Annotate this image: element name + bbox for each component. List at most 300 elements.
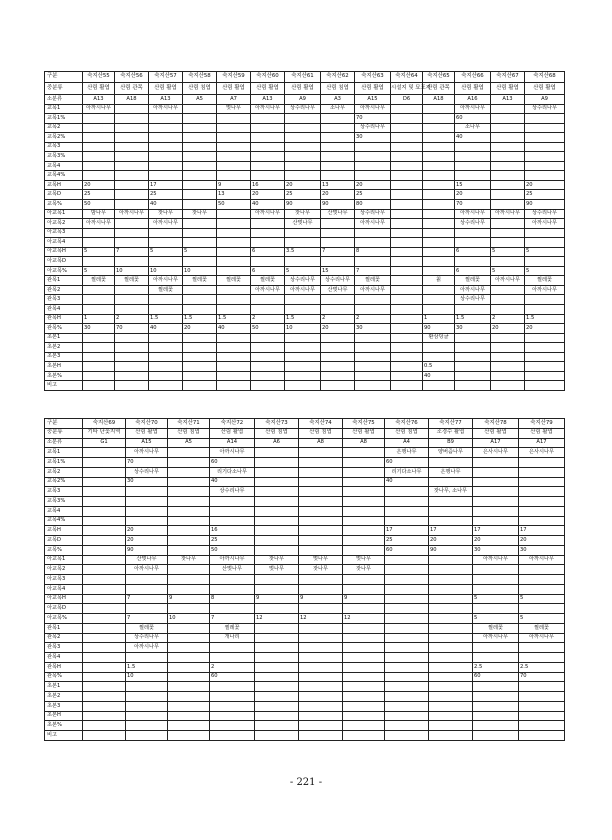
table-cell xyxy=(355,305,391,315)
table-cell xyxy=(473,467,519,477)
table-cell xyxy=(217,333,251,343)
table-row xyxy=(45,555,565,565)
table-cell xyxy=(83,458,126,468)
table-cell xyxy=(321,295,355,305)
table-cell xyxy=(473,682,519,692)
table-cell xyxy=(321,228,355,238)
row-label: 교목1 xyxy=(45,448,83,458)
row-label: 교목1% xyxy=(45,458,83,468)
table-cell: 7 xyxy=(115,247,149,257)
table-cell: 아까시나무 xyxy=(525,219,565,229)
table-cell xyxy=(83,575,126,585)
column-header: 숙지산74 xyxy=(299,419,343,429)
table-cell: A3 xyxy=(321,95,355,105)
table-cell xyxy=(455,152,491,162)
table-cell xyxy=(525,123,565,133)
table-cell xyxy=(83,448,126,458)
row-label: 아교목3 xyxy=(45,575,83,585)
table-row xyxy=(45,83,565,95)
column-header: 숙지산71 xyxy=(168,419,210,429)
table-cell xyxy=(429,701,473,711)
table-cell xyxy=(83,721,126,731)
table-cell: 상수리나무 xyxy=(525,209,565,219)
table-cell: 70 xyxy=(355,114,391,124)
table-cell xyxy=(473,653,519,663)
table-cell xyxy=(321,343,355,353)
table-cell xyxy=(385,594,429,604)
table-cell xyxy=(429,594,473,604)
table-cell xyxy=(210,643,255,653)
table-cell xyxy=(149,161,183,171)
column-header: 숙지산55 xyxy=(83,72,115,83)
table-cell: A13 xyxy=(491,95,525,105)
row-label: 아교목2 xyxy=(45,219,83,229)
table-cell xyxy=(299,458,343,468)
table-cell xyxy=(210,692,255,702)
table-cell xyxy=(355,333,391,343)
row-label: 초본% xyxy=(45,721,83,731)
table-row xyxy=(45,516,565,526)
row-label: 관목2 xyxy=(45,633,83,643)
table-cell: 50 xyxy=(217,200,251,210)
table-cell: 5 xyxy=(285,266,321,276)
table-cell: 양버즘나무 xyxy=(429,448,473,458)
table-cell: 1.5 xyxy=(126,662,168,672)
table-cell xyxy=(385,614,429,624)
row-label: 비고 xyxy=(45,381,83,391)
table-cell: 20 xyxy=(491,324,525,334)
table-cell xyxy=(473,721,519,731)
table-cell xyxy=(83,487,126,497)
table-cell xyxy=(83,295,115,305)
table-cell xyxy=(251,352,285,362)
table-cell xyxy=(115,371,149,381)
table-cell: 산림 침엽 xyxy=(299,428,343,438)
table-row xyxy=(45,123,565,133)
table-cell: 산림 활엽 xyxy=(525,83,565,95)
table-cell: 산림 활엽 xyxy=(126,428,168,438)
table-cell: 아까시나무 xyxy=(455,209,491,219)
table-cell: A9 xyxy=(525,95,565,105)
table-cell: 아까시나무 xyxy=(519,633,565,643)
table-cell xyxy=(83,516,126,526)
row-label: 교목3 xyxy=(45,142,83,152)
table-cell xyxy=(525,161,565,171)
table-row xyxy=(45,133,565,143)
table-cell xyxy=(491,152,525,162)
table-cell: 12 xyxy=(343,614,385,624)
table-cell xyxy=(115,295,149,305)
column-header: 숙지산73 xyxy=(255,419,299,429)
table-cell xyxy=(385,604,429,614)
table-row xyxy=(45,362,565,372)
table-cell: 찔레꽃 xyxy=(217,276,251,286)
table-cell xyxy=(217,123,251,133)
table-row xyxy=(45,565,565,575)
table-cell xyxy=(115,228,149,238)
table-cell xyxy=(355,238,391,248)
table-cell xyxy=(83,171,115,181)
table-cell xyxy=(343,448,385,458)
table-cell xyxy=(429,555,473,565)
table-row xyxy=(45,238,565,248)
table-cell xyxy=(285,257,321,267)
table-cell xyxy=(423,381,455,391)
table-cell: 13 xyxy=(321,180,355,190)
table-cell xyxy=(391,114,423,124)
table-cell xyxy=(491,133,525,143)
table-cell xyxy=(519,487,565,497)
table-cell xyxy=(251,333,285,343)
table-cell xyxy=(343,721,385,731)
table-cell xyxy=(343,487,385,497)
table-cell xyxy=(423,219,455,229)
table-row xyxy=(45,161,565,171)
table-cell xyxy=(391,276,423,286)
table-cell xyxy=(321,161,355,171)
table-cell: 70 xyxy=(519,672,565,682)
table-row xyxy=(45,180,565,190)
table-cell xyxy=(285,333,321,343)
table-cell xyxy=(168,604,210,614)
table-cell: 아까시나무 xyxy=(126,448,168,458)
table-cell: D6 xyxy=(391,95,423,105)
table-cell xyxy=(525,343,565,353)
table-cell xyxy=(83,142,115,152)
table-cell xyxy=(183,180,217,190)
table-cell xyxy=(251,343,285,353)
table-cell xyxy=(455,381,491,391)
table-row xyxy=(45,247,565,257)
table-cell: 10 xyxy=(168,614,210,624)
table-cell: 잣나무 xyxy=(183,209,217,219)
table-cell xyxy=(183,381,217,391)
table-cell xyxy=(299,467,343,477)
table-cell xyxy=(519,516,565,526)
table-row xyxy=(45,428,565,438)
table-cell xyxy=(343,575,385,585)
table-cell xyxy=(423,209,455,219)
table-row xyxy=(45,219,565,229)
table-cell xyxy=(455,352,491,362)
table-row xyxy=(45,305,565,315)
column-header: 숙지산62 xyxy=(321,72,355,83)
table-cell: 9 xyxy=(299,594,343,604)
table-cell xyxy=(343,526,385,536)
table-cell xyxy=(321,333,355,343)
table-cell xyxy=(126,692,168,702)
table-cell xyxy=(83,305,115,315)
table-cell: 아까시나무 xyxy=(355,104,391,114)
row-label: 교목3% xyxy=(45,152,83,162)
row-label: 중분류 xyxy=(45,428,83,438)
table-cell xyxy=(210,506,255,516)
table-cell xyxy=(429,584,473,594)
table-cell: 찔레꽃 xyxy=(210,623,255,633)
table-cell xyxy=(519,701,565,711)
table-cell xyxy=(525,381,565,391)
table-row xyxy=(45,614,565,624)
table-row xyxy=(45,477,565,487)
table-cell xyxy=(473,565,519,575)
table-cell xyxy=(149,362,183,372)
table-cell xyxy=(429,711,473,721)
table-row xyxy=(45,190,565,200)
table-cell: 20 xyxy=(525,324,565,334)
table-cell xyxy=(491,362,525,372)
row-label: 관목% xyxy=(45,324,83,334)
row-label: 구분 xyxy=(45,72,83,83)
table-cell xyxy=(168,721,210,731)
table-cell xyxy=(391,161,423,171)
table-cell: 아까시나무 xyxy=(491,209,525,219)
table-cell xyxy=(491,142,525,152)
row-label: 초본3 xyxy=(45,701,83,711)
table-cell xyxy=(343,604,385,614)
table-cell xyxy=(429,477,473,487)
table-cell xyxy=(491,333,525,343)
table-cell xyxy=(255,731,299,741)
table-cell xyxy=(391,209,423,219)
table-cell: 17 xyxy=(385,526,429,536)
table-cell xyxy=(321,381,355,391)
table-cell xyxy=(385,633,429,643)
table-row xyxy=(45,142,565,152)
table-cell xyxy=(525,114,565,124)
table-cell xyxy=(455,171,491,181)
table-cell xyxy=(473,584,519,594)
table-cell xyxy=(343,662,385,672)
table-cell xyxy=(299,701,343,711)
table-cell: 90 xyxy=(285,200,321,210)
table-cell: 은사시나무 xyxy=(519,448,565,458)
row-label: 관목4 xyxy=(45,653,83,663)
table-cell xyxy=(115,142,149,152)
table-cell xyxy=(343,623,385,633)
table-cell xyxy=(491,171,525,181)
table-cell xyxy=(423,247,455,257)
table-cell: A13 xyxy=(83,95,115,105)
table-cell: 5 xyxy=(525,266,565,276)
table-cell: B9 xyxy=(429,438,473,448)
table-cell: 25 xyxy=(83,190,115,200)
table-cell xyxy=(255,448,299,458)
table-row xyxy=(45,682,565,692)
table-cell xyxy=(491,381,525,391)
table-cell xyxy=(519,497,565,507)
row-label: 구분 xyxy=(45,419,83,429)
table-cell: A15 xyxy=(355,95,391,105)
table-cell xyxy=(343,584,385,594)
table-cell: A8 xyxy=(343,438,385,448)
table-cell xyxy=(491,343,525,353)
table-cell: 산림 활엽 xyxy=(83,83,115,95)
table-cell xyxy=(423,305,455,315)
table-cell: 상수리나무 xyxy=(285,104,321,114)
table-cell: 소나무 xyxy=(321,104,355,114)
table-cell xyxy=(255,516,299,526)
table-row xyxy=(45,285,565,295)
table-cell: 13 xyxy=(217,190,251,200)
table-cell xyxy=(183,305,217,315)
table-cell xyxy=(429,506,473,516)
table-cell xyxy=(519,731,565,741)
table-cell: 잣나무 xyxy=(168,555,210,565)
table-cell xyxy=(168,516,210,526)
table-cell: 30 xyxy=(473,545,519,555)
table-cell xyxy=(429,692,473,702)
row-label: 아교목H xyxy=(45,247,83,257)
table-cell xyxy=(255,458,299,468)
table-cell xyxy=(255,701,299,711)
table-cell: 20 xyxy=(525,180,565,190)
row-label: 교목4% xyxy=(45,516,83,526)
table-cell: 80 xyxy=(355,200,391,210)
table-cell xyxy=(183,200,217,210)
column-header: 숙지산68 xyxy=(525,72,565,83)
row-label: 아교목2 xyxy=(45,565,83,575)
table-cell xyxy=(255,477,299,487)
row-label: 관목H xyxy=(45,662,83,672)
table-cell: 40 xyxy=(210,477,255,487)
table-cell xyxy=(168,448,210,458)
table-cell xyxy=(299,604,343,614)
table-cell: 5 xyxy=(183,247,217,257)
row-label: 관목4 xyxy=(45,305,83,315)
table-cell xyxy=(251,142,285,152)
column-header: 숙지산79 xyxy=(519,419,565,429)
table-cell xyxy=(343,672,385,682)
column-header: 숙지산59 xyxy=(217,72,251,83)
table-cell: 5 xyxy=(519,614,565,624)
table-cell xyxy=(149,333,183,343)
table-cell: 90 xyxy=(525,200,565,210)
table-cell xyxy=(519,692,565,702)
table-cell xyxy=(429,643,473,653)
table-cell: 60 xyxy=(210,672,255,682)
row-label: 아교목1 xyxy=(45,555,83,565)
table-cell xyxy=(525,295,565,305)
table-cell xyxy=(429,458,473,468)
table-cell xyxy=(519,653,565,663)
table-cell xyxy=(343,516,385,526)
table-cell xyxy=(83,228,115,238)
table-cell xyxy=(385,643,429,653)
table-cell: 아까시나무 xyxy=(355,285,391,295)
table-cell: 60 xyxy=(455,114,491,124)
table-cell xyxy=(83,643,126,653)
table-cell xyxy=(168,477,210,487)
table-cell: 소나무 xyxy=(455,123,491,133)
table-cell: 50 xyxy=(83,200,115,210)
table-cell xyxy=(491,219,525,229)
table-cell xyxy=(385,623,429,633)
column-header: 숙지산64 xyxy=(391,72,423,83)
table-cell xyxy=(255,467,299,477)
table-cell xyxy=(473,731,519,741)
table-cell: 아까시나무 xyxy=(149,219,183,229)
table-cell xyxy=(168,662,210,672)
table-cell xyxy=(285,133,321,143)
table-cell xyxy=(525,305,565,315)
table-cell xyxy=(149,295,183,305)
table-cell xyxy=(83,682,126,692)
table-cell xyxy=(217,343,251,353)
table-cell xyxy=(519,477,565,487)
table-row xyxy=(45,653,565,663)
table-cell xyxy=(343,643,385,653)
table-cell: 찔레꽃 xyxy=(183,276,217,286)
table-cell: 20 xyxy=(183,324,217,334)
table-cell: 6 xyxy=(251,266,285,276)
table-cell xyxy=(217,228,251,238)
table-cell: 찔레꽃 xyxy=(251,276,285,286)
table-cell xyxy=(343,497,385,507)
table-cell xyxy=(423,123,455,133)
table-cell xyxy=(455,142,491,152)
table-cell xyxy=(285,295,321,305)
table-cell: 2.5 xyxy=(519,662,565,672)
table-cell xyxy=(183,219,217,229)
table-cell xyxy=(455,257,491,267)
table-cell xyxy=(168,497,210,507)
table-cell xyxy=(83,701,126,711)
table-cell xyxy=(126,711,168,721)
table-cell xyxy=(255,497,299,507)
table-cell xyxy=(210,711,255,721)
table-cell xyxy=(423,295,455,305)
table-cell: 산림 관목 xyxy=(115,83,149,95)
table-cell xyxy=(429,614,473,624)
table-cell xyxy=(255,604,299,614)
survey-table-2 xyxy=(44,418,565,741)
row-label: 아교목% xyxy=(45,614,83,624)
table-cell xyxy=(255,584,299,594)
table-cell: A15 xyxy=(126,438,168,448)
table-cell xyxy=(83,653,126,663)
table-cell: 30 xyxy=(355,133,391,143)
table-row xyxy=(45,526,565,536)
table-cell: 17 xyxy=(519,526,565,536)
table-cell xyxy=(385,497,429,507)
table-cell xyxy=(525,352,565,362)
table-cell xyxy=(473,458,519,468)
table-cell xyxy=(83,114,115,124)
table-cell: 60 xyxy=(210,458,255,468)
table-cell xyxy=(321,133,355,143)
table-cell xyxy=(217,161,251,171)
table-cell xyxy=(255,487,299,497)
table-cell: 아까시나무 xyxy=(491,276,525,286)
table-cell xyxy=(423,228,455,238)
table-cell xyxy=(168,487,210,497)
table-cell xyxy=(183,352,217,362)
table-cell: 20 xyxy=(429,536,473,546)
table-cell xyxy=(183,133,217,143)
table-cell: 20 xyxy=(321,190,355,200)
table-row xyxy=(45,295,565,305)
table-cell xyxy=(385,555,429,565)
table-cell xyxy=(168,711,210,721)
table-cell: 20 xyxy=(83,180,115,190)
table-cell: 2 xyxy=(251,314,285,324)
table-cell xyxy=(299,692,343,702)
table-row xyxy=(45,438,565,448)
table-cell: 상수리나무 xyxy=(126,633,168,643)
table-cell xyxy=(525,371,565,381)
table-cell: 7 xyxy=(355,266,391,276)
table-cell xyxy=(183,285,217,295)
